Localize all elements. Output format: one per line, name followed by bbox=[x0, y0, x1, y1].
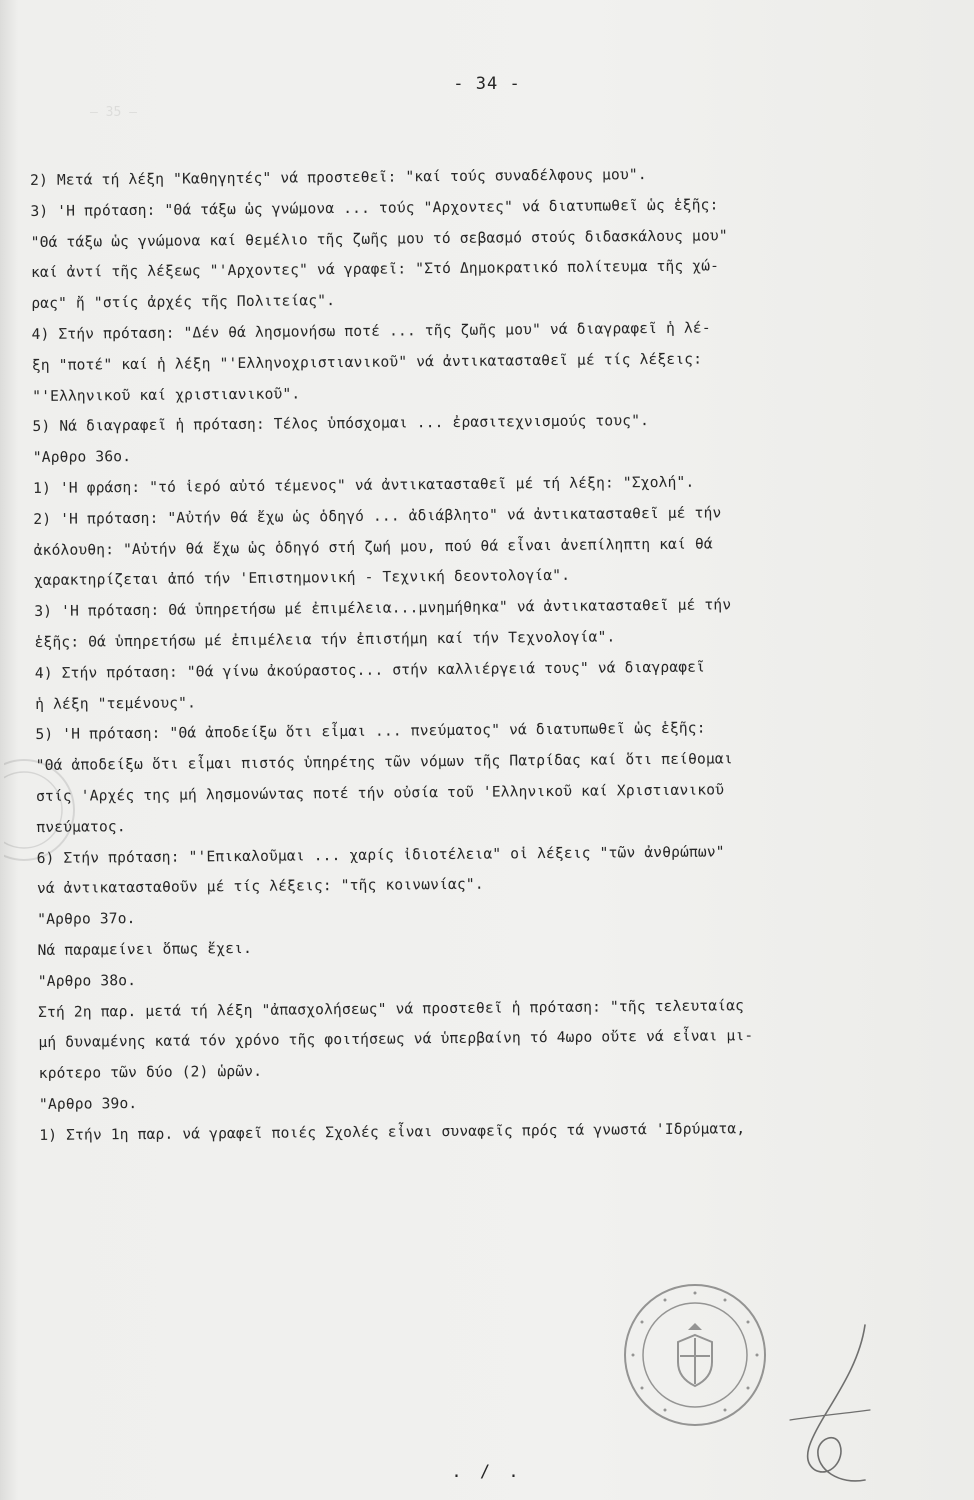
text-line: νά ἀντικατασταθοῦν μέ τίς λέξεις: "τῆς κοινωνίας". bbox=[36, 876, 484, 898]
text-line: 4) Στήν πρόταση: "Θά γίνω ἀκούραστος... στήν καλλιέργειά τους" νά διαγραφεῖ bbox=[34, 658, 706, 682]
text-line: 5) 'Η πρόταση: "Θά ἀποδείξω ὅτι εἶμαι ... πνεύματος" νά διατυπωθεῖ ὡς ἑξῆς: bbox=[35, 719, 706, 744]
text-line: κρότερο τῶν δύο (2) ὡρῶν. bbox=[38, 1062, 263, 1083]
text-line: ἑξῆς: Θά ὑπηρετήσω μέ ἐπιμέλεια τήν ἐπιστήμη καί τήν Τεχνολογία". bbox=[34, 628, 616, 651]
text-line: πνεύματος. bbox=[36, 817, 126, 836]
text-line: Νά παραμείνει ὅπως ἔχει. bbox=[37, 939, 253, 959]
continuation-mark: . / . bbox=[451, 1462, 523, 1482]
article-heading: "Αρθρο 38ο. bbox=[37, 971, 137, 990]
text-line: 2) Μετά τή λέξη "Καθηγητές" νά προστεθεῖ: "καί τούς συναδέλφους μου". bbox=[30, 166, 647, 189]
text-line: 6) Στήν πρόταση: "'Επικαλοῦμαι ... χαρίς ἰδιοτέλεια" οἱ λέξεις "τῶν ἀνθρώπων" bbox=[36, 842, 725, 867]
text-line: "Θά ἀποδείξω ὅτι εἶμαι πιστός ὑπηρέτης τῶν νόμων τῆς Πατρίδας καί ὅτι πείθομαι bbox=[35, 750, 733, 775]
text-line: "'Ελληνικοῦ καί χριστιανικοῦ". bbox=[32, 384, 301, 405]
text-line: μή δυναμένης κατά τόν χρόνο τῆς φοιτήσεως νά ὑπερβαίνη τό 4ωρο οὔτε νά εἶναι μι- bbox=[38, 1027, 754, 1052]
text-line: 1) 'Η φράση: "τό ἱερό αὐτό τέμενος" νά ἀντικατασταθεῖ μέ τή λέξη: "Σχολή". bbox=[33, 473, 695, 497]
text-line: στίς 'Αρχές της μή λησμονώντας ποτέ τήν οὐσία τοῦ 'Ελληνικοῦ καί Χριστιανικοῦ bbox=[35, 781, 725, 805]
text-line: "Θά τάξω ὡς γνώμονα καί θεμέλιο τῆς ζωῆς μου τό σεβασμό στούς διδασκάλους μου" bbox=[30, 226, 728, 251]
text-line: ἀκόλουθη: "Αὐτήν θά ἔχω ὡς ὁδηγό στή ζωή μου, πού θά εἶναι ἀνεπίληπτη καί θά bbox=[33, 535, 713, 559]
text-line: ἡ λέξη "τεμένους". bbox=[35, 693, 197, 713]
text-line: 1) Στήν 1η παρ. νά γραφεῖ ποιές Σχολές εἶναι συναφεῖς πρός τά γνωστά 'Ιδρύματα, bbox=[39, 1119, 746, 1144]
text-line: 5) Νά διαγραφεῖ ἡ πρόταση: Τέλος ὑπόσχομαι ... ἐρασιτεχνισμούς τους". bbox=[32, 412, 650, 436]
text-line: 4) Στήν πρόταση: "Δέν θά λησμονήσω ποτέ ... τῆς ζωῆς μου" νά διαγραφεῖ ἡ λέ- bbox=[31, 319, 711, 343]
text-line: 2) 'Η πρόταση: "Αὐτήν θά ἔχω ὡς ὁδηγό ... ἀδιάβλητο" νά ἀντικατασταθεῖ μέ τήν bbox=[33, 504, 722, 528]
article-heading: "Αρθρο 39ο. bbox=[38, 1094, 138, 1113]
text-line: 3) 'Η πρόταση: Θά ὑπηρετήσω μέ ἐπιμέλεια...μνημήθηκα" νά ἀντικατασταθεῖ μέ τήν bbox=[34, 596, 732, 621]
text-line: ρας" ἤ "στίς ἀρχές τῆς Πολιτείας". bbox=[31, 292, 336, 313]
text-line: χαρακτηρίζεται ἀπό τήν 'Επιστημονική - Τεχνική δεοντολογία". bbox=[33, 567, 571, 590]
text-line: Στή 2η παρ. μετά τή λέξη "ἀπασχολήσεως" νά προστεθεῖ ἡ πρόταση: "τῆς τελευταίας bbox=[38, 996, 745, 1021]
bleed-through-text: — 35 — bbox=[90, 105, 137, 120]
body-text bbox=[30, 157, 939, 1151]
article-heading: "Αρθρο 36ο. bbox=[32, 448, 132, 467]
article-heading: "Αρθρο 37ο. bbox=[37, 910, 136, 929]
text-line: 3) 'Η πρόταση: "Θά τάξω ὡς γνώμονα ... τούς "Αρχοντες" νά διατυπωθεῖ ὡς ἑξῆς: bbox=[30, 196, 719, 220]
stamp-ghost-icon bbox=[4, 740, 104, 880]
text-line: καί ἀντί τῆς λέξεως "'Αρχοντες" νά γραφεῖ: "Στό Δημοκρατικό πολίτευμα τῆς χώ- bbox=[30, 257, 720, 282]
text-line: ξη "ποτέ" καί ἡ λέξη "'Ελληνοχριστιανικοῦ" νά ἀντικατασταθεῖ μέ τίς λέξεις: bbox=[31, 350, 703, 374]
official-seal-icon bbox=[620, 1280, 770, 1430]
page-number: - 34 - bbox=[453, 74, 521, 94]
